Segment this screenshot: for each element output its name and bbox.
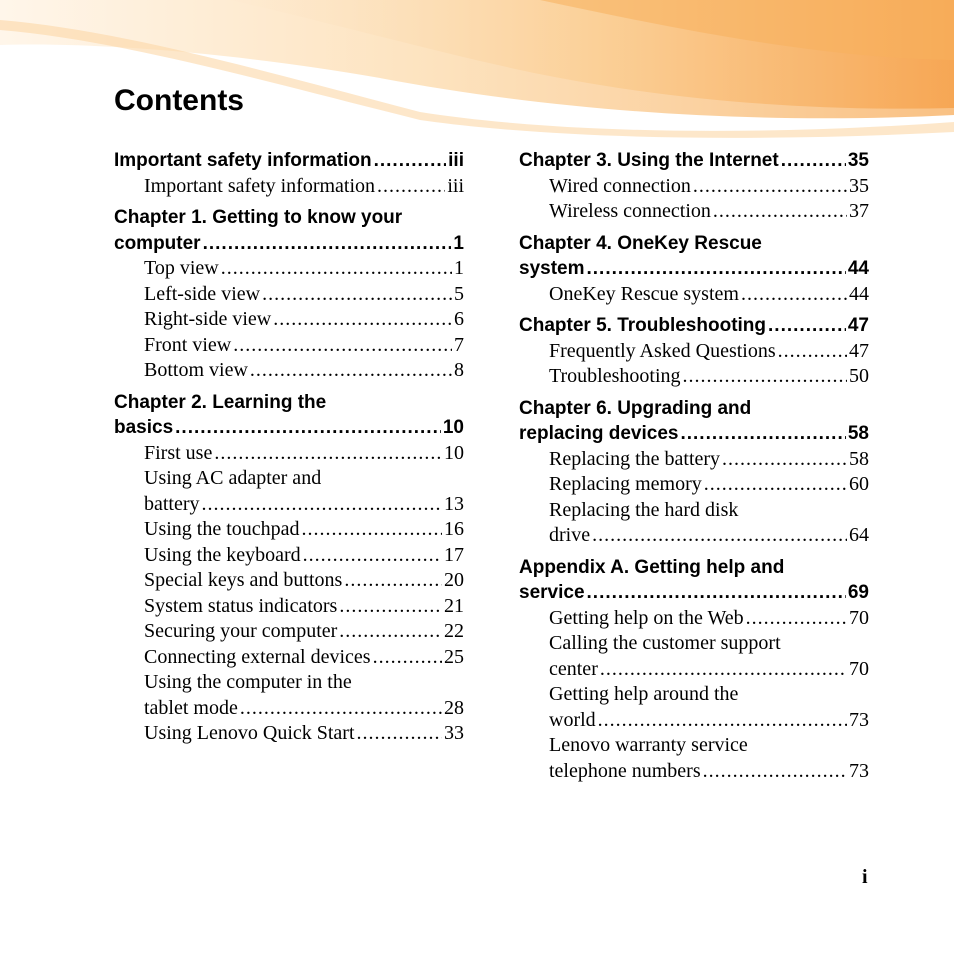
entry-row: [144, 568, 464, 594]
toc-entry[interactable]: [114, 594, 464, 620]
entry-page-number: 47: [849, 339, 869, 362]
entry-page-number: 16: [444, 518, 464, 540]
entry-row: [549, 364, 869, 390]
entry-page-number: 1: [454, 257, 464, 279]
dot-leader: [600, 657, 847, 683]
entry-title: tablet mode: [144, 696, 238, 719]
toc-entry[interactable]: [114, 619, 464, 645]
dot-leader: [214, 441, 442, 467]
entry-title: drive: [549, 524, 591, 546]
entry-title: Frequently Asked Questions: [549, 339, 776, 362]
toc-entry[interactable]: [519, 631, 869, 682]
entry-page-number: 73: [849, 708, 869, 731]
entry-title: Using the keyboard: [144, 543, 301, 566]
toc-entry[interactable]: [114, 174, 464, 200]
entry-page-number: 58: [849, 447, 869, 470]
chapter-title: Chapter 3. Using the Internet: [519, 150, 779, 171]
toc-entry[interactable]: [519, 447, 869, 473]
dot-leader: [273, 307, 452, 333]
chapter-row: [519, 256, 869, 282]
entry-title: Front view: [144, 333, 232, 356]
dot-leader: [683, 364, 847, 390]
entry-page-number: 33: [444, 722, 464, 744]
dot-leader: [746, 606, 847, 632]
entry-row: [549, 339, 869, 365]
entry-title: Wired connection: [549, 174, 691, 197]
entry-title: battery: [144, 492, 200, 515]
entry-title: Using the touchpad: [144, 518, 300, 540]
dot-leader: [592, 523, 847, 549]
toc-entry[interactable]: [114, 543, 464, 569]
entry-title: First use: [144, 441, 213, 464]
toc-entry[interactable]: [519, 733, 869, 784]
toc-chapter[interactable]: [519, 396, 869, 447]
toc-chapter[interactable]: [519, 313, 869, 339]
entry-title: System status indicators: [144, 594, 338, 617]
toc-entry[interactable]: [519, 472, 869, 498]
entry-title: Replacing memory: [549, 473, 702, 495]
chapter-title: Important safety information: [114, 150, 372, 171]
entry-row: [549, 199, 869, 225]
toc-entry[interactable]: [519, 498, 869, 549]
page-title: Contents: [114, 84, 244, 117]
toc-entry[interactable]: [519, 606, 869, 632]
chapter-page-number: 10: [442, 417, 464, 438]
chapter-page-number: iii: [448, 150, 464, 171]
entry-row: [144, 619, 464, 645]
toc-chapter[interactable]: [114, 148, 464, 174]
entry-page-number: 25: [444, 645, 464, 668]
dot-leader: [713, 199, 847, 225]
entry-title: Using Lenovo Quick Start: [144, 722, 355, 744]
dot-leader: [303, 543, 442, 569]
dot-leader: [262, 282, 452, 308]
chapter-title-line: Chapter 2. Learning the: [114, 391, 327, 413]
entry-page-number: 13: [444, 492, 464, 515]
dot-leader: [704, 472, 847, 498]
toc-entry[interactable]: [114, 256, 464, 282]
entry-page-number: 73: [849, 759, 869, 782]
toc-entry[interactable]: [114, 568, 464, 594]
chapter-title-line: Chapter 4. OneKey Rescue: [519, 232, 762, 254]
chapter-title: replacing devices: [519, 423, 679, 444]
entry-row: [144, 441, 464, 467]
entry-row: [549, 472, 869, 498]
entry-title: OneKey Rescue system: [549, 282, 739, 305]
chapter-row: [114, 415, 464, 441]
entry-row: [144, 333, 464, 359]
entry-title: Right-side view: [144, 308, 272, 330]
dot-leader: [598, 708, 847, 734]
toc-entry[interactable]: [519, 339, 869, 365]
entry-title: Securing your computer: [144, 620, 338, 642]
toc-entry[interactable]: [519, 364, 869, 390]
toc-entry[interactable]: [114, 358, 464, 384]
toc-entry[interactable]: [114, 517, 464, 543]
entry-title: telephone numbers: [549, 759, 701, 782]
chapter-row: [114, 231, 464, 257]
dot-leader: [221, 256, 452, 282]
entry-page-number: 17: [444, 543, 464, 566]
chapter-page-number: 58: [847, 423, 869, 444]
entry-title: Bottom view: [144, 359, 248, 381]
entry-page-number: 44: [849, 282, 869, 305]
dot-leader: [175, 415, 441, 441]
chapter-page-number: 35: [847, 150, 869, 171]
toc-entry[interactable]: [519, 682, 869, 733]
dot-leader: [374, 148, 447, 174]
chapter-page-number: 1: [453, 232, 464, 254]
dot-leader: [373, 645, 442, 671]
dot-leader: [781, 148, 846, 174]
entry-row: [144, 174, 464, 200]
entry-title-line: Lenovo warranty service: [549, 734, 748, 756]
entry-title-line: Getting help around the: [549, 683, 739, 705]
toc-chapter[interactable]: [114, 390, 464, 441]
entry-title: Wireless connection: [549, 200, 711, 222]
toc-right-column: [519, 148, 869, 784]
dot-leader: [240, 696, 442, 722]
entry-page-number: 70: [849, 606, 869, 629]
entry-row: [144, 696, 464, 722]
entry-row: [549, 606, 869, 632]
chapter-title: service: [519, 582, 585, 603]
toc-chapter[interactable]: [519, 231, 869, 282]
entry-page-number: 7: [454, 333, 464, 356]
entry-page-number: 5: [454, 282, 464, 305]
entry-row: [549, 759, 869, 785]
entry-row: [549, 447, 869, 473]
dot-leader: [203, 231, 452, 257]
toc-entry[interactable]: [114, 333, 464, 359]
toc-entry[interactable]: [114, 721, 464, 747]
entry-title-line: Replacing the hard disk: [549, 498, 739, 521]
dot-leader: [377, 174, 445, 200]
entry-page-number: 20: [444, 569, 464, 591]
page-number: i: [862, 866, 868, 888]
chapter-page-number: 44: [847, 258, 869, 279]
dot-leader: [339, 594, 442, 620]
dot-leader: [768, 313, 846, 339]
toc-chapter[interactable]: [114, 205, 464, 256]
chapter-title-line: Appendix A. Getting help and: [519, 556, 785, 578]
dot-leader: [741, 282, 847, 308]
dot-leader: [357, 721, 442, 747]
entry-row: [144, 721, 464, 747]
entry-page-number: 28: [444, 696, 464, 719]
chapter-row: [519, 580, 869, 606]
entry-page-number: 70: [849, 657, 869, 680]
entry-page-number: 35: [849, 174, 869, 197]
toc-chapter[interactable]: [519, 148, 869, 174]
dot-leader: [344, 568, 442, 594]
dot-leader: [587, 256, 846, 282]
chapter-row: [114, 148, 464, 174]
entry-row: [144, 543, 464, 569]
entry-page-number: 60: [849, 473, 869, 495]
entry-row: [144, 358, 464, 384]
entry-row: [549, 174, 869, 200]
toc-entry[interactable]: [519, 199, 869, 225]
entry-title-line: Calling the customer support: [549, 632, 781, 654]
entry-page-number: 8: [454, 359, 464, 381]
entry-page-number: 21: [444, 594, 464, 617]
entry-row: [144, 492, 464, 518]
entry-title: Replacing the battery: [549, 447, 721, 470]
dot-leader: [703, 759, 847, 785]
chapter-row: [519, 148, 869, 174]
dot-leader: [302, 517, 442, 543]
chapter-row: [519, 313, 869, 339]
toc-left-column: [114, 148, 464, 747]
entry-page-number: 37: [849, 200, 869, 222]
chapter-title-line: Chapter 6. Upgrading and: [519, 397, 752, 419]
chapter-title: system: [519, 258, 585, 279]
entry-title-line: Using AC adapter and: [144, 467, 322, 489]
chapter-title: basics: [114, 417, 174, 438]
toc-entry[interactable]: [519, 282, 869, 308]
entry-row: [144, 256, 464, 282]
entry-row: [144, 645, 464, 671]
entry-title: Getting help on the Web: [549, 606, 744, 629]
toc-entry[interactable]: [114, 307, 464, 333]
toc-entry[interactable]: [114, 282, 464, 308]
dot-leader: [339, 619, 442, 645]
chapter-page-number: 69: [847, 582, 869, 603]
entry-row: [144, 594, 464, 620]
entry-title: center: [549, 657, 598, 680]
header-banner: [0, 0, 954, 140]
toc-entry[interactable]: [114, 645, 464, 671]
dot-leader: [233, 333, 452, 359]
toc-entry[interactable]: [519, 174, 869, 200]
chapter-title: Chapter 5. Troubleshooting: [519, 315, 767, 336]
dot-leader: [680, 421, 845, 447]
chapter-page-number: 47: [847, 315, 869, 336]
entry-title-line: Using the computer in the: [144, 671, 352, 693]
dot-leader: [587, 580, 846, 606]
entry-title: Top view: [144, 257, 219, 279]
entry-title: Special keys and buttons: [144, 569, 343, 591]
entry-row: [144, 282, 464, 308]
dot-leader: [250, 358, 452, 384]
chapter-row: [519, 421, 869, 447]
entry-title: world: [549, 708, 596, 731]
entry-title: Important safety information: [144, 174, 376, 197]
entry-page-number: iii: [447, 174, 464, 197]
dot-leader: [693, 174, 847, 200]
entry-row: [144, 307, 464, 333]
entry-title: Connecting external devices: [144, 645, 371, 668]
entry-page-number: 10: [444, 441, 464, 464]
chapter-title-line: Chapter 1. Getting to know your: [114, 207, 403, 228]
entry-row: [549, 282, 869, 308]
entry-title: Left-side view: [144, 282, 261, 305]
toc-entry[interactable]: [114, 670, 464, 721]
toc-chapter[interactable]: [519, 555, 869, 606]
dot-leader: [778, 339, 847, 365]
entry-page-number: 64: [849, 524, 869, 546]
entry-page-number: 50: [849, 365, 869, 387]
entry-page-number: 6: [454, 308, 464, 330]
toc-entry[interactable]: [114, 466, 464, 517]
dot-leader: [202, 492, 442, 518]
entry-row: [549, 657, 869, 683]
entry-page-number: 22: [444, 620, 464, 642]
chapter-title: computer: [114, 232, 201, 254]
toc-entry[interactable]: [114, 441, 464, 467]
entry-row: [549, 523, 869, 549]
entry-row: [144, 517, 464, 543]
dot-leader: [722, 447, 847, 473]
entry-row: [549, 708, 869, 734]
entry-title: Troubleshooting: [549, 365, 681, 387]
